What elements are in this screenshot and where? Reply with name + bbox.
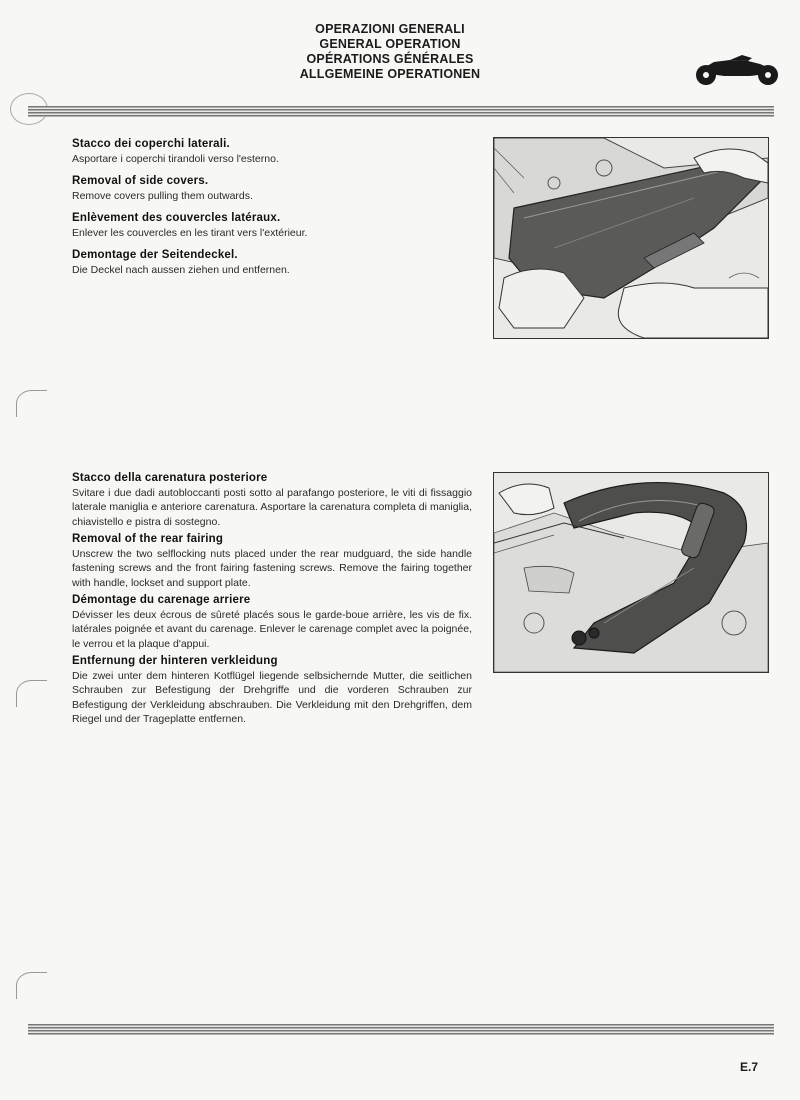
instruction-heading: Removal of the rear fairing [72, 533, 224, 545]
instruction-heading: Stacco dei coperchi laterali. [72, 138, 230, 150]
motorcycle-icon [690, 52, 782, 86]
side-cover-removal-illustration [493, 137, 769, 339]
instruction-group-fr [72, 211, 412, 240]
header-title-fr: OPÉRATIONS GÉNÉRALES [306, 52, 474, 66]
bottom-divider-rule [28, 1024, 774, 1035]
rear-fairing-section [72, 471, 472, 730]
top-divider-rule [28, 106, 774, 117]
instruction-group-de [72, 248, 412, 277]
header-title-de: ALLGEMEINE OPERATIONEN [299, 67, 481, 81]
instruction-group-en [72, 174, 412, 203]
instruction-text: Svitare i due dadi autobloccanti posti sotto al parafango posteriore, le viti di fissaggio laterale maniglia e anteriore carenatura. Asportare la carenatura completa di maniglia, chiavistello e pistra di sostegno. [72, 486, 472, 528]
page-header [250, 22, 530, 82]
instruction-group-de [72, 654, 472, 727]
instruction-text: Unscrew the two selflocking nuts placed under the rear mudguard, the side handle fastening screws and the front fairing fastening screws. Remove the fairing together with handle, lockset and support plate. [72, 547, 472, 589]
instruction-heading: Démontage du carenage arriere [72, 594, 251, 606]
instruction-group-en [72, 532, 472, 590]
instruction-heading: Entfernung der hinteren verkleidung [72, 655, 278, 667]
binder-hole [16, 972, 47, 999]
instruction-heading: Stacco della carenatura posteriore [72, 472, 268, 484]
header-title-it: OPERAZIONI GENERALI [315, 22, 465, 36]
side-covers-section [72, 137, 412, 285]
instruction-text: Remove covers pulling them outwards. [72, 189, 253, 202]
instruction-heading: Removal of side covers. [72, 175, 209, 187]
instruction-text: Dévisser les deux écrous de sûreté placés sous le garde-boue arrière, les vis de fix. latérales poignée et avant du carenage. Enlever le carenage complet avec la poignée, le verrou et la plaque d'appui. [72, 608, 472, 650]
instruction-text: Asportare i coperchi tirandoli verso l'esterno. [72, 152, 279, 165]
instruction-heading: Demontage der Seitendeckel. [72, 249, 238, 261]
instruction-group-it [72, 137, 412, 166]
header-title-en: GENERAL OPERATION [319, 37, 461, 51]
instruction-text: Die Deckel nach aussen ziehen und entfernen. [72, 263, 290, 276]
instruction-group-fr [72, 593, 472, 651]
binder-hole [16, 680, 47, 707]
instruction-text: Enlever les couvercles en les tirant vers l'extérieur. [72, 226, 308, 239]
instruction-text: Die zwei unter dem hinteren Kotflügel liegende selbsichernde Mutter, die seitlichen Schrauben zur Befestigung der Drehgriffe und die vorderen Schrauben zur Befestigung der Verkleidung abschrauben. Die Verkleidung mit den Drehgriffen, dem Riegel und der Trageplatte entfernen. [72, 669, 472, 725]
page-number: E.7 [740, 1060, 759, 1074]
instruction-group-it [72, 471, 472, 529]
instruction-heading: Enlèvement des couvercles latéraux. [72, 212, 281, 224]
binder-hole [16, 390, 47, 417]
rear-fairing-removal-illustration [493, 472, 769, 673]
